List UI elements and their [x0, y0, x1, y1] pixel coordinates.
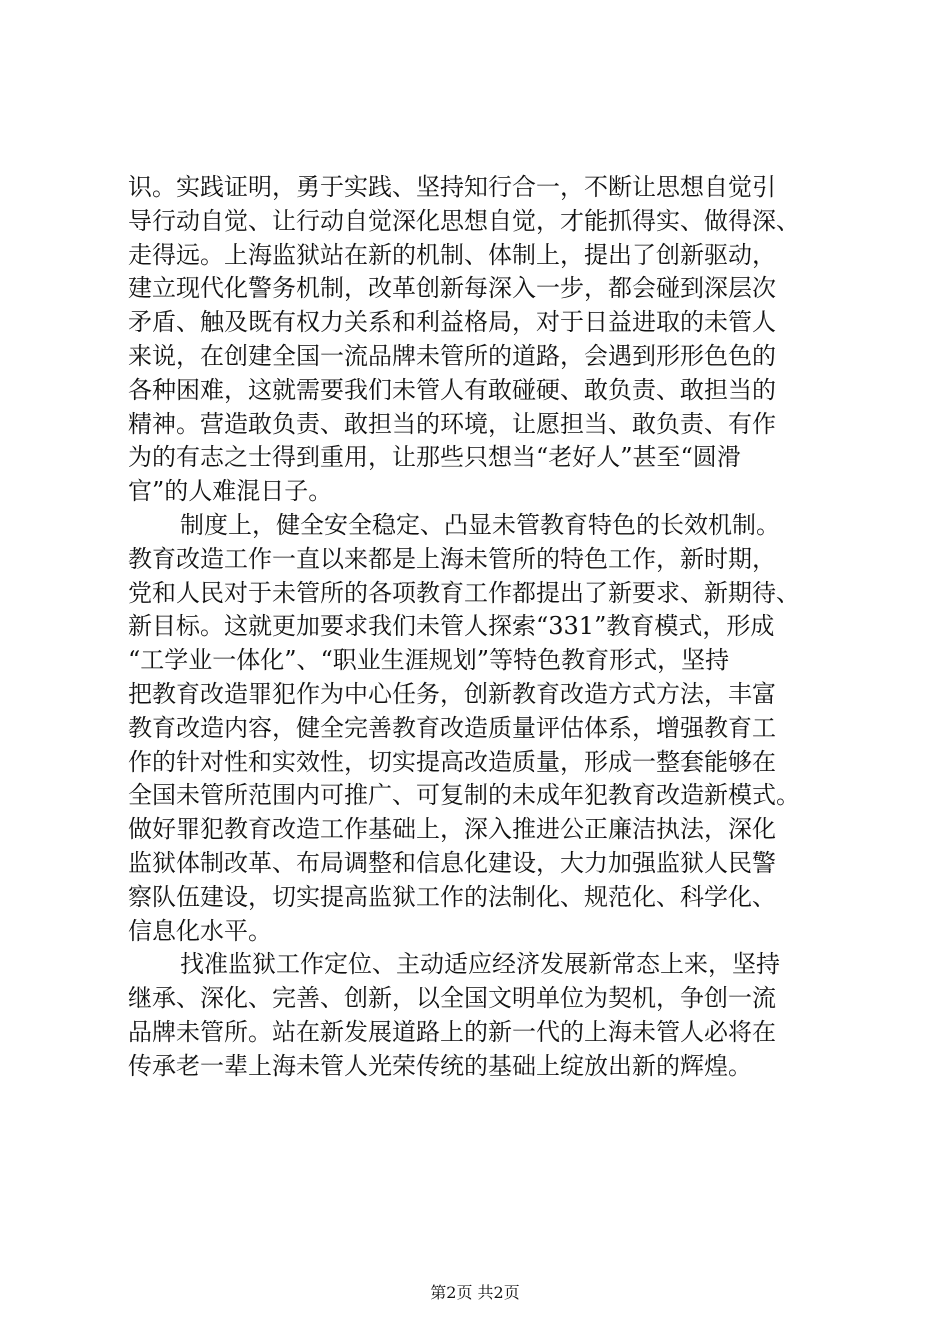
text-line: 全国未管所范围内可推广、可复制的未成年犯教育改造新模式。 — [128, 781, 800, 810]
text-line: 为的有志之士得到重用，让那些只想当“老好人”甚至“圆滑 — [128, 443, 741, 472]
text-line: 官”的人难混日子。 — [128, 477, 333, 506]
text-line: 制度上，健全安全稳定、凸显未管教育特色的长效机制。 — [180, 510, 780, 539]
text-line: “工学业一体化”、“职业生涯规划”等特色教育形式，坚持 — [128, 646, 730, 675]
text-line: 建立现代化警务机制，改革创新每深入一步，都会碰到深层次 — [128, 274, 776, 303]
text-line: 识。实践证明，勇于实践、坚持知行合一，不断让思想自觉引 — [128, 173, 776, 201]
text-line: 教育改造工作一直以来都是上海未管所的特色工作，新时期， — [128, 544, 776, 573]
text-line: 信息化水平。 — [128, 916, 272, 945]
text-line: 党和人民对于未管所的各项教育工作都提出了新要求、新期待、 — [128, 578, 800, 607]
text-line: 来说，在创建全国一流品牌未管所的道路，会遇到形形色色的 — [128, 341, 776, 370]
text-line: 矛盾、触及既有权力关系和利益格局，对于日益进取的未管人 — [128, 308, 776, 337]
text-line: 察队伍建设，切实提高监狱工作的法制化、规范化、科学化、 — [128, 882, 776, 911]
text-line: 走得远。上海监狱站在新的机制、体制上，提出了创新驱动， — [128, 240, 776, 269]
page-footer: 第2页 共2页 — [430, 1283, 520, 1302]
text-line: 做好罪犯教育改造工作基础上，深入推进公正廉洁执法，深化 — [128, 815, 776, 844]
text-line: 新目标。这就更加要求我们未管人探索“331”教育模式，形成 — [128, 612, 775, 641]
text-line: 导行动自觉、让行动自觉深化思想自觉，才能抓得实、做得深、 — [128, 206, 800, 235]
text-line: 传承老一辈上海未管人光荣传统的基础上绽放出新的辉煌。 — [128, 1051, 752, 1080]
text-line: 继承、深化、完善、创新，以全国文明单位为契机，争创一流 — [128, 984, 776, 1013]
text-line: 监狱体制改革、布局调整和信息化建设，大力加强监狱人民警 — [128, 848, 776, 877]
text-line: 品牌未管所。站在新发展道路上的新一代的上海未管人必将在 — [128, 1017, 776, 1046]
text-line: 精神。营造敢负责、敢担当的环境，让愿担当、敢负责、有作 — [128, 409, 776, 438]
text-line: 作的针对性和实效性，切实提高改造质量，形成一整套能够在 — [128, 747, 776, 776]
text-line: 找准监狱工作定位、主动适应经济发展新常态上来，坚持 — [180, 950, 780, 979]
text-line: 把教育改造罪犯作为中心任务，创新教育改造方式方法，丰富 — [128, 679, 776, 708]
text-line: 各种困难，这就需要我们未管人有敢碰硬、敢负责、敢担当的 — [128, 375, 776, 404]
document-body — [128, 171, 838, 1084]
text-line: 教育改造内容，健全完善教育改造质量评估体系，增强教育工 — [128, 713, 776, 742]
